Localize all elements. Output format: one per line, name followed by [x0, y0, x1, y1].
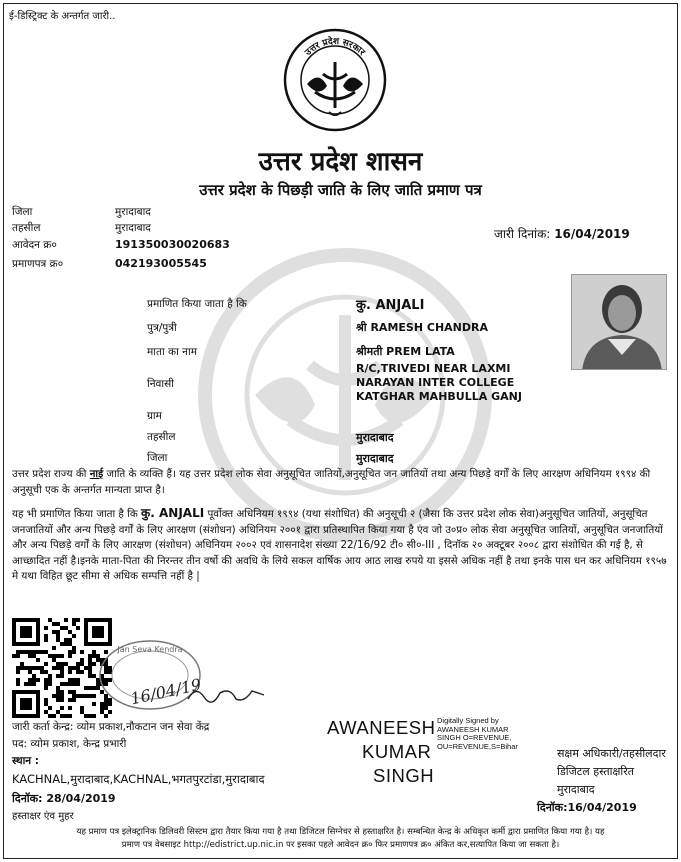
- detail-tehsil-value: मुरादाबाद: [356, 431, 394, 444]
- caste-name: नाई: [89, 468, 104, 480]
- paragraph2-name: कु. ANJALI: [141, 506, 205, 520]
- issuer-date: दिनॉक: 28/04/2019: [12, 792, 116, 805]
- footer-line-1: यह प्रमाण पत्र इलेक्ट्रानिक डिलिवरी सिस्टम द्वारा तैयार किया गया है तथा डिजिटल सिग्नेचर से हस्ताक्षरित है। सम्बन्धित केन्द्र के अधिकृत कर्मी द्वारा प्रमाणित किया गया है। यह: [76, 827, 605, 837]
- issue-date: [494, 225, 630, 242]
- digital-signature-info: [437, 717, 518, 751]
- paragraph-eligibility-statement: [12, 506, 670, 585]
- signer-name-line-1: AWANEESH: [327, 717, 436, 738]
- digital-line-1: Digitally Signed by: [437, 716, 499, 725]
- authority-title: सक्षम अधिकारी/तहसीलदार: [557, 747, 666, 760]
- father-name: श्री RAMESH CHANDRA: [356, 321, 488, 334]
- emblem-text: उत्तर प्रदेश सरकार: [303, 36, 367, 58]
- paragraph1-text-a: उत्तर प्रदेश राज्य की: [12, 468, 90, 480]
- meta-district-value: मुरादाबाद: [115, 206, 151, 218]
- footer-line-2: प्रमाण पत्र वेबसाइट http://edistrict.up.nic.in पर इसका पहले आवेदन क्र० फिर प्रमाणपत्र क्र० अंकित कर,सत्यापित किया जा सकता है।: [121, 840, 560, 850]
- digital-line-4: OU=REVENUE,S=Bihar: [437, 741, 518, 751]
- application-number: 191350030020683: [115, 238, 230, 251]
- residence-label: निवासी: [147, 378, 174, 390]
- certificate-subtitle: उत्तर प्रदेश के पिछड़ी जाति के लिए जाति प्रमाण पत्र: [199, 181, 482, 199]
- certificate-number-label: प्रमाणपत्र क्र०: [12, 258, 64, 270]
- page-title: उत्तर प्रदेश शासन: [258, 147, 423, 177]
- address-line-1: R/C,TRIVEDI NEAR LAXMI: [356, 362, 511, 375]
- application-number-label: आवेदन क्र०: [12, 239, 57, 251]
- top-note: ई-डिस्ट्रिक्ट के अन्तर्गत जारी..: [9, 11, 116, 22]
- authority-district: मुरादाबाद: [557, 783, 595, 796]
- paragraph-caste-statement: [12, 467, 670, 498]
- address-line-3: KATGHAR MAHBULLA GANJ: [356, 390, 522, 403]
- digital-line-2: AWANEESH KUMAR: [437, 724, 509, 734]
- issuer-place-label: स्थान :: [12, 755, 39, 767]
- address-line-2: NARAYAN INTER COLLEGE: [356, 376, 515, 389]
- issuer-place-value: KACHNAL,मुरादाबाद,KACHNAL,भगतपुरटांडा,मुरादाबाद: [12, 772, 265, 786]
- signer-name-line-3: SINGH: [373, 765, 435, 786]
- relation-label: पुत्र/पुत्री: [147, 322, 177, 334]
- issuer-signature: [186, 683, 266, 705]
- paragraph2-text-b: पूर्वोक्त अधिनियम १९९४ (यथा संशोधित) की अनुसूची २ (जैसा कि उत्तर प्रदेश लोक सेवा)अनुसूचित जातियों, अनुसूचित जनजातियों और अन्य पिछड़े वर्गों के लिए आरक्षण (संशोधन) अधिनियम २००१ द्वारा प्रतिस्थापित किया गया है एंव जो उ०प्र० लोक सेवा अनुसूचित जातियों, अनुसूचित जनजातियों और अन्य पिछड़े वर्गों के लिए आरक्षण (संशोधन) अधिनियम २००२ एवं शासनादेश संख्या 22/16/92 टी० सी०-III , दिनॉक २० अक्टूबर २००८ द्वारा संशोधित की गई है, से आच्छादित नहीं है।इनके माता-पिता की निरन्तर तीन वर्षो की अवधि के लिये सकल वार्षिक आय आठ लाख रुपये या इससे अधिक नहीं है तथा इनके पास धन कर अधिनियम १९५७ मे यथा विहित छूट सीमा से अधिक सम्पत्ति नहीं है |: [12, 508, 667, 582]
- paragraph2-text-a: यह भी प्रमाणित किया जाता है कि: [12, 508, 142, 520]
- meta-tehsil-label: तहसील: [12, 222, 41, 234]
- detail-district-value: मुरादाबाद: [356, 452, 394, 465]
- meta-tehsil-value: मुरादाबाद: [115, 222, 151, 234]
- svg-text:उत्तर प्रदेश सरकार: [303, 35, 367, 59]
- stamp-text: Jan Seva Kendra: [117, 645, 183, 654]
- detail-district-label: जिला: [147, 452, 168, 464]
- paragraph1-text-b: जाति के व्यक्ति हैं। यह उत्तर प्रदेश लोक सेवा अनुसूचित जातियों,अनुसूचित जन जातियों तथा अन्य पिछड़े वर्गों के लिए आरक्षण अधिनियम १९९४ की अनुसूची एक के अन्तर्गत मान्यता प्राप्त है।: [12, 468, 651, 496]
- digital-line-3: SINGH O=REVENUE,: [437, 733, 512, 742]
- up-government-emblem: [283, 28, 387, 132]
- authority-digital-signed: डिजिटल हस्ताक्षरित: [557, 765, 634, 778]
- applicant-photo: [571, 274, 667, 370]
- authority-date: दिनॉक:16/04/2019: [537, 801, 637, 814]
- applicant-name: कु. ANJALI: [356, 298, 425, 313]
- issue-date-value: 16/04/2019: [554, 227, 630, 241]
- handwritten-date: 16/04/19: [128, 674, 203, 709]
- village-label: ग्राम: [147, 410, 162, 422]
- issuer-sign-label: हस्ताक्षर एंव मुहर: [12, 811, 74, 822]
- meta-district-label: जिला: [12, 206, 33, 218]
- detail-tehsil-label: तहसील: [147, 431, 176, 443]
- certify-label: प्रमाणित किया जाता है कि: [147, 298, 247, 310]
- mother-label: माता का नाम: [147, 346, 197, 358]
- issuer-post: पद: व्योम प्रकाश, केन्द्र प्रभारी: [12, 738, 127, 750]
- mother-name: श्रीमती PREM LATA: [356, 345, 455, 358]
- issuer-centre: जारी कर्ता केन्द्र: व्योम प्रकाश,नौकटान जन सेवा केंद्र: [12, 721, 210, 733]
- signer-name-line-2: KUMAR: [362, 741, 432, 762]
- issue-date-label: जारी दिनांक:: [494, 227, 551, 241]
- certificate-number: 042193005545: [115, 257, 207, 270]
